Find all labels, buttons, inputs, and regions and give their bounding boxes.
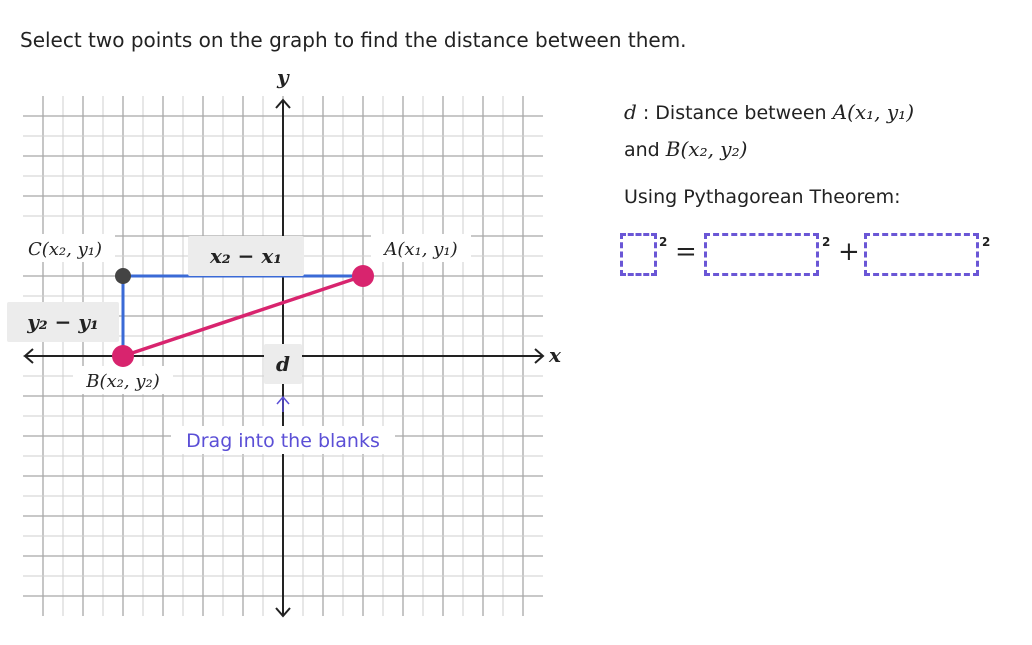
tile-distance[interactable]: d [276, 352, 290, 376]
x-axis-label: x [549, 343, 561, 367]
exponent-3: 2 [982, 235, 991, 249]
pythagorean-equation [620, 233, 1000, 279]
point-b-notation: B(x₂, y₂) [665, 137, 748, 161]
distance-symbol: d [624, 100, 637, 124]
tile-vertical-leg[interactable]: y₂ − y₁ [27, 310, 99, 334]
definition-line-1 [624, 94, 1024, 131]
instruction-text: Select two points on the graph to find the distance between them. [20, 28, 687, 52]
blank-horizontal-leg[interactable] [704, 233, 819, 276]
blank-d[interactable] [620, 233, 657, 276]
point-b-label: B(x₂, y₂) [86, 371, 160, 392]
y-axis-label: y [277, 65, 289, 89]
exponent-1: 2 [659, 235, 668, 249]
equals-sign: = [675, 237, 697, 267]
formula-panel [624, 94, 1024, 208]
point-b[interactable] [112, 345, 134, 367]
theorem-heading: Using Pythagorean Theorem: [624, 186, 901, 208]
point-c[interactable] [115, 268, 131, 284]
point-a[interactable] [352, 265, 374, 287]
definition-and: and [624, 139, 666, 161]
tile-horizontal-leg[interactable]: x₂ − x₁ [209, 244, 283, 268]
exponent-2: 2 [822, 235, 831, 249]
drag-hint-text: Drag into the blanks [186, 430, 380, 452]
point-a-notation: A(x₁, y₁) [832, 100, 915, 124]
point-c-label: C(x₂, y₁) [27, 239, 103, 260]
definition-text: : Distance between [636, 102, 833, 124]
blank-vertical-leg[interactable] [864, 233, 979, 276]
plus-sign: + [838, 237, 860, 267]
point-a-label: A(x₁, y₁) [384, 239, 458, 260]
definition-line-2 [624, 131, 1024, 168]
